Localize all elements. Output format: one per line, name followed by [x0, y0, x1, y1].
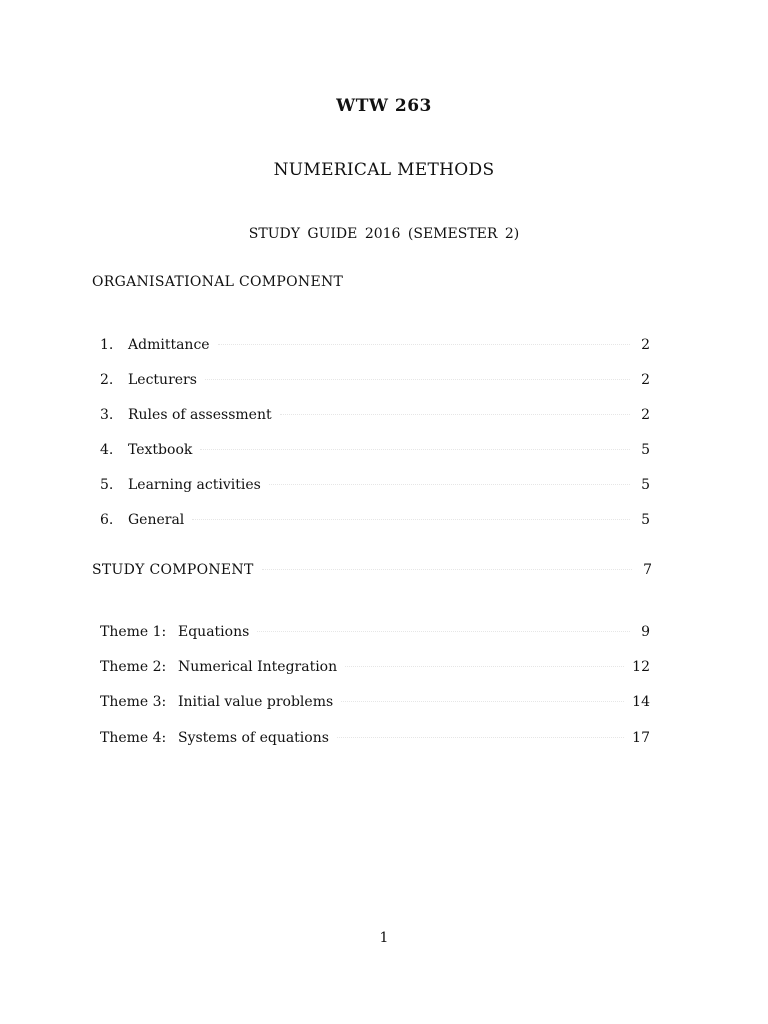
course-title: NUMERICAL METHODS [273, 160, 495, 180]
toc-theme-label: Systems of equations [178, 730, 329, 746]
toc-theme-number: Theme 1: [100, 624, 167, 640]
toc-theme-1[interactable] [100, 624, 650, 644]
toc-item-number: 4. [100, 442, 114, 458]
study-heading: STUDY COMPONENT [92, 562, 254, 578]
page-number: 1 [379, 930, 389, 946]
toc-theme-number: Theme 3: [100, 694, 167, 710]
toc-item-rules-of-assessment[interactable] [100, 407, 650, 427]
toc-leader [262, 569, 632, 570]
toc-leader [341, 701, 624, 702]
toc-item-number: 1. [100, 337, 114, 353]
toc-leader [205, 379, 630, 380]
toc-item-label: Admittance [128, 337, 210, 353]
toc-item-label: Lecturers [128, 372, 197, 388]
toc-leader [345, 666, 624, 667]
toc-theme-page: 17 [632, 730, 650, 746]
toc-item-general[interactable] [100, 512, 650, 532]
toc-theme-page: 12 [632, 659, 650, 675]
toc-item-page: 2 [641, 337, 650, 353]
toc-item-textbook[interactable] [100, 442, 650, 462]
toc-theme-label: Initial value problems [178, 694, 334, 710]
toc-item-label: Learning activities [128, 477, 261, 493]
toc-item-label: Rules of assessment [128, 407, 272, 423]
toc-leader [337, 737, 624, 738]
toc-item-label: General [128, 512, 185, 528]
toc-theme-label: Equations [178, 624, 250, 640]
toc-item-number: 3. [100, 407, 114, 423]
toc-theme-2[interactable] [100, 659, 650, 679]
toc-theme-number: Theme 2: [100, 659, 167, 675]
toc-item-number: 2. [100, 372, 114, 388]
toc-item-admittance[interactable] [100, 337, 650, 357]
toc-item-number: 6. [100, 512, 114, 528]
study-guide-line: STUDY GUIDE 2016 (SEMESTER 2) [248, 226, 520, 242]
toc-item-page: 5 [641, 442, 650, 458]
toc-study-component[interactable] [92, 562, 652, 582]
toc-item-page: 7 [643, 562, 652, 578]
toc-item-page: 2 [641, 372, 650, 388]
toc-item-number: 5. [100, 477, 114, 493]
course-code: WTW 263 [336, 96, 432, 116]
toc-item-lecturers[interactable] [100, 372, 650, 392]
toc-item-learning-activities[interactable] [100, 477, 650, 497]
toc-leader [280, 414, 630, 415]
toc-leader [218, 344, 630, 345]
toc-item-page: 5 [641, 477, 650, 493]
toc-theme-label: Numerical Integration [178, 659, 338, 675]
toc-item-page: 5 [641, 512, 650, 528]
organisational-heading: ORGANISATIONAL COMPONENT [92, 274, 344, 290]
toc-theme-3[interactable] [100, 694, 650, 714]
toc-theme-4[interactable] [100, 730, 650, 750]
toc-item-label: Textbook [128, 442, 193, 458]
toc-theme-page: 9 [641, 624, 650, 640]
toc-leader [269, 484, 630, 485]
toc-theme-number: Theme 4: [100, 730, 167, 746]
toc-leader [257, 631, 630, 632]
toc-theme-page: 14 [632, 694, 650, 710]
toc-leader [200, 449, 630, 450]
toc-item-page: 2 [641, 407, 650, 423]
toc-leader [192, 519, 630, 520]
